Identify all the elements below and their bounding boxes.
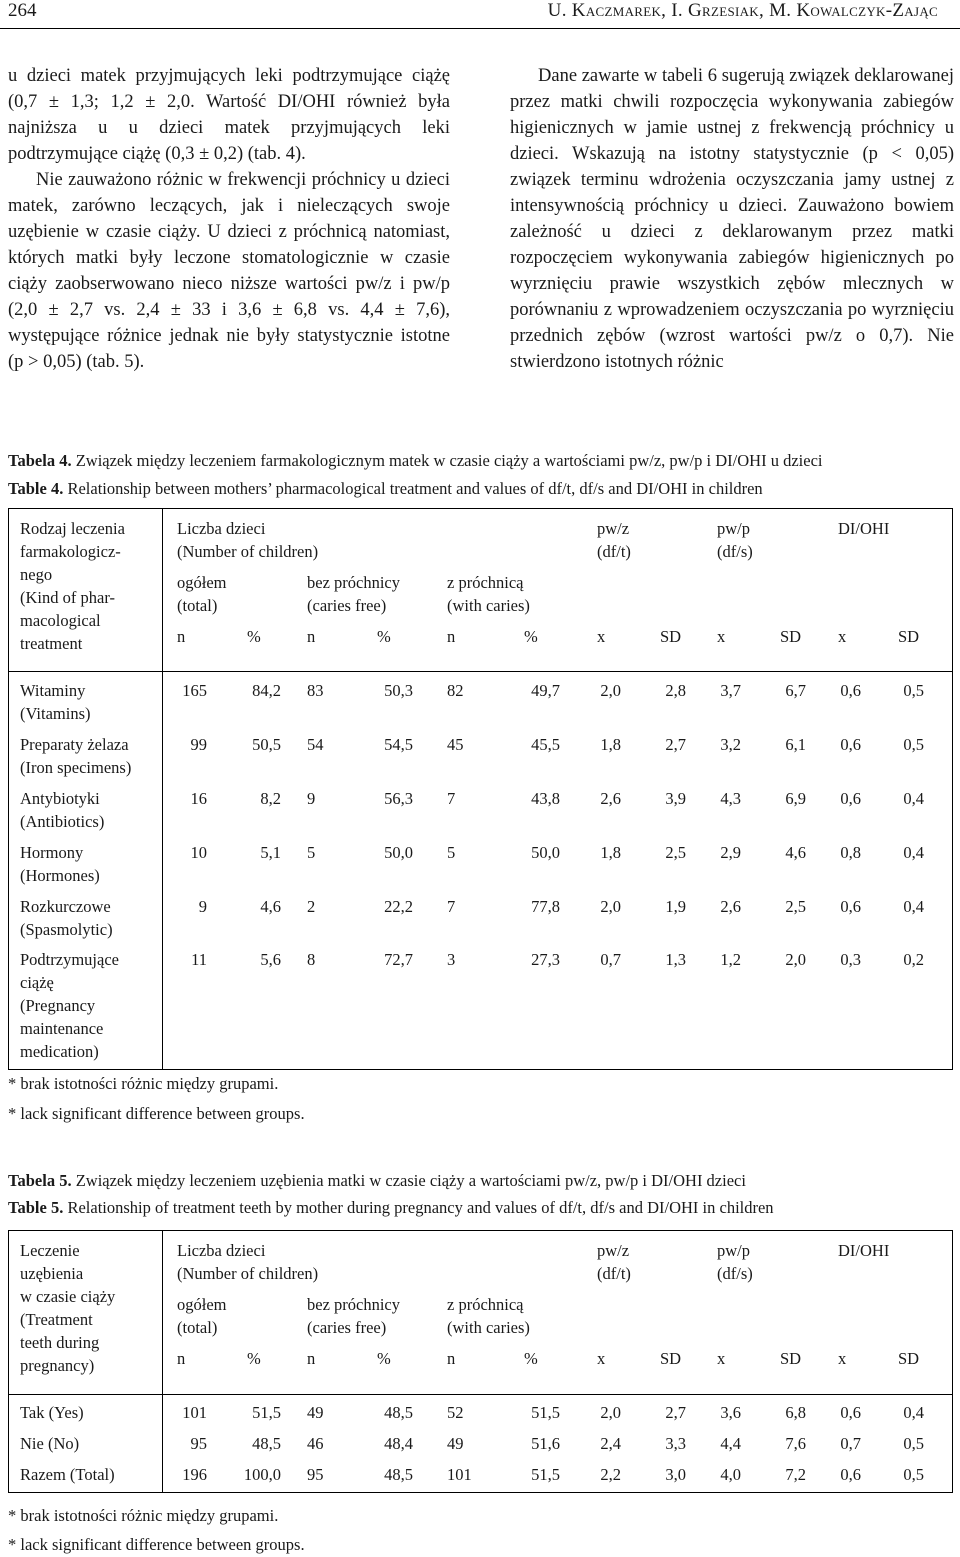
total-header-en: (total) (177, 1318, 218, 1337)
left-column (8, 63, 450, 375)
table-cell: 48,5 (384, 1465, 413, 1484)
table-cell: 2,0 (600, 897, 621, 916)
with-caries-header: z próchnicą (447, 1295, 524, 1314)
table-cell: 2,6 (720, 897, 741, 916)
table-cell: 77,8 (531, 897, 560, 916)
row-label: (Antibiotics) (20, 812, 105, 831)
table-cell: 5 (447, 843, 456, 862)
table-cell: 4,0 (720, 1465, 741, 1484)
table-cell: 95 (307, 1465, 324, 1484)
dfs-header: (df/s) (717, 1264, 753, 1283)
subheader-cell: % (524, 627, 538, 646)
table-cell: 3,2 (720, 735, 741, 754)
subheader-cell: x (597, 627, 606, 646)
table-cell: 0,6 (840, 1465, 861, 1484)
table-cell: 0,6 (840, 681, 861, 700)
table5-title-en: Relationship of treatment teeth by mother during pregnancy and values of df/t, df/s and DI/OHI in children (63, 1198, 774, 1217)
row-label: Hormony (20, 843, 84, 862)
table5-label-pl: Tabela 5. (8, 1171, 72, 1190)
table-cell: 5 (307, 843, 316, 862)
table-cell: 84,2 (252, 681, 281, 700)
subheader-cell: x (838, 627, 847, 646)
table5-footnote-pl: * brak istotności różnic między grupami. (8, 1506, 279, 1525)
table-cell: 4,3 (720, 789, 741, 808)
table-cell: 2,6 (600, 789, 621, 808)
row-label: Rozkurczowe (20, 897, 111, 916)
paragraph: Nie zauważono różnic w frekwencji próchnicy u dzieci matek, zarówno leczących, jak i nieleczących swoje uzębienie w czasie ciąży. U dzieci z próchnicą natomiast, których matki były leczone stomatologicznie w czasie ciąży zaobserwowano nieco niższe wartości pw/z i pw/p (2,0 ± 2,7 vs. 2,4 ± 33 i 3,6 ± 6,8 vs. 4,4 ± 7,6), występujące różnice jednak nie były statystycznie istotne (p > 0,05) (tab. 5). (8, 170, 450, 372)
table-cell: 50,0 (531, 843, 560, 862)
table-cell: 8 (307, 950, 316, 969)
dft-header: (df/t) (597, 542, 631, 561)
table-cell: 82 (447, 681, 464, 700)
subheader-cell: x (838, 1349, 847, 1368)
table-cell: 0,3 (840, 950, 861, 969)
table-cell: 2,7 (665, 1403, 686, 1422)
table-cell: 1,3 (665, 950, 686, 969)
row-header-label: w czasie ciąży (20, 1287, 116, 1306)
right-column (510, 63, 954, 375)
row-header-label: uzębienia (20, 1264, 84, 1283)
table4-label-en: Table 4. (8, 479, 64, 498)
total-header: ogółem (177, 573, 227, 592)
table-cell: 3,3 (665, 1434, 686, 1453)
table-cell: 2,9 (720, 843, 741, 862)
table-cell: 48,5 (384, 1403, 413, 1422)
table4 (8, 508, 953, 1070)
table-cell: 1,8 (600, 735, 621, 754)
table-cell: 2,0 (785, 950, 806, 969)
table-cell: 22,2 (384, 897, 413, 916)
subheader-cell: n (447, 627, 456, 646)
table-cell: 52 (447, 1403, 464, 1422)
subheader-cell: % (247, 627, 261, 646)
subheader-cell: n (177, 627, 186, 646)
subheader-cell: SD (898, 627, 920, 646)
table-cell: 2,4 (600, 1434, 621, 1453)
paragraph: Dane zawarte w tabeli 6 sugerują związek deklarowanej przez matki chwili rozpoczęcia wykonywania zabiegów higienicznych w jamie ustnej z frekwencją próchnicy u dzieci. Wskazują na istotny statystycznie (p < 0,05) związek terminu wdrożenia oczyszczania jamy ustnej z intensywnością próchnicy u dzieci. Zauważono bowiem zależność u dzieci z deklarowanym przez matki rozpoczęciem wykonywania zabiegów higienicznych po wyrznięciu prawie wszystkich zębów mlecznych w porównaniu z wprowadzeniem oczyszczania po wyrznięciu przednich zębów (wzrost wartości pw/z o 0,7). Nie stwierdzono istotnych różnic (510, 66, 954, 372)
table-cell: 9 (307, 789, 316, 808)
pwz-header: pw/z (597, 519, 630, 538)
table-cell: 8,2 (260, 789, 281, 808)
table5-footnote-en: * lack significant difference between groups. (8, 1535, 305, 1554)
row-header-label: nego (20, 565, 53, 584)
table-cell: 0,2 (903, 950, 924, 969)
table-cell: 0,6 (840, 789, 861, 808)
pwp-header: pw/p (717, 1241, 750, 1260)
subheader-cell: SD (780, 627, 802, 646)
table-cell: 49 (447, 1434, 464, 1453)
table-cell: 100,0 (243, 1465, 281, 1484)
table-cell: 46 (307, 1434, 324, 1453)
with-caries-header-en: (with caries) (447, 1318, 530, 1337)
table-cell: 4,6 (260, 897, 281, 916)
children-count-header: Liczba dzieci (177, 519, 266, 538)
caries-free-header-en: (caries free) (307, 596, 387, 615)
total-header: ogółem (177, 1295, 227, 1314)
caries-free-header-en: (caries free) (307, 1318, 387, 1337)
row-header-label: macological (20, 611, 101, 630)
subheader-cell: SD (780, 1349, 802, 1368)
table-cell: 6,7 (785, 681, 806, 700)
row-label: (Hormones) (20, 866, 100, 885)
row-label: Antybiotyki (20, 789, 100, 808)
row-label: Podtrzymujące (20, 950, 119, 969)
dfs-header: (df/s) (717, 542, 753, 561)
table-cell: 2,5 (785, 897, 806, 916)
table-cell: 5,6 (260, 950, 281, 969)
table4-label-pl: Tabela 4. (8, 451, 72, 470)
table-cell: 56,3 (384, 789, 413, 808)
table-cell: 51,5 (531, 1465, 560, 1484)
row-label: Preparaty żelaza (20, 735, 129, 754)
table-cell: 9 (198, 897, 207, 916)
table-cell: 51,6 (531, 1434, 560, 1453)
table-cell: 0,4 (903, 1403, 924, 1422)
table-cell: 49 (307, 1403, 324, 1422)
subheader-cell: % (524, 1349, 538, 1368)
row-label: (Iron specimens) (20, 758, 132, 777)
row-label: maintenance (20, 1019, 104, 1038)
row-label: Witaminy (20, 681, 86, 700)
subheader-cell: n (177, 1349, 186, 1368)
table5-label-en: Table 5. (8, 1198, 64, 1217)
row-label: (Pregnancy (20, 996, 96, 1015)
table-cell: 99 (190, 735, 207, 754)
header-divider (9, 1394, 952, 1395)
table-cell: 0,5 (903, 681, 924, 700)
table-cell: 7 (447, 897, 456, 916)
table-cell: 4,6 (785, 843, 806, 862)
table-cell: 2,8 (665, 681, 686, 700)
table-cell: 2,2 (600, 1465, 621, 1484)
table-cell: 10 (190, 843, 207, 862)
table-cell: 0,7 (840, 1434, 861, 1453)
table-cell: 0,6 (840, 897, 861, 916)
table-cell: 3,9 (665, 789, 686, 808)
table-cell: 72,7 (384, 950, 413, 969)
pwz-header: pw/z (597, 1241, 630, 1260)
table-cell: 0,5 (903, 735, 924, 754)
subheader-cell: % (247, 1349, 261, 1368)
table-cell: 95 (190, 1434, 207, 1453)
table-cell: 50,0 (384, 843, 413, 862)
table-cell: 1,8 (600, 843, 621, 862)
table-cell: 27,3 (531, 950, 560, 969)
table-cell: 0,5 (903, 1465, 924, 1484)
table-cell: 45,5 (531, 735, 560, 754)
subheader-cell: % (377, 627, 391, 646)
row-header-label: treatment (20, 634, 83, 653)
table-cell: 11 (191, 950, 207, 969)
row-header-label: (Kind of phar- (20, 588, 115, 607)
subheader-cell: n (307, 1349, 316, 1368)
with-caries-header: z próchnicą (447, 573, 524, 592)
table-cell: 6,9 (785, 789, 806, 808)
table-cell: 165 (182, 681, 207, 700)
table-cell: 43,8 (531, 789, 560, 808)
table-cell: 2,0 (600, 1403, 621, 1422)
running-authors: U. Kaczmarek, I. Grzesiak, M. Kowalczyk-Zając (547, 0, 938, 21)
with-caries-header-en: (with caries) (447, 596, 530, 615)
table-cell: 1,2 (720, 950, 741, 969)
table-cell: 0,6 (840, 1403, 861, 1422)
table-cell: 0,7 (600, 950, 621, 969)
row-header-label: Rodzaj leczenia (20, 519, 125, 538)
pwp-header: pw/p (717, 519, 750, 538)
table5 (8, 1230, 953, 1493)
table-cell: 3,6 (720, 1403, 741, 1422)
table-cell: 101 (447, 1465, 472, 1484)
table-cell: 0,6 (840, 735, 861, 754)
table-cell: 83 (307, 681, 324, 700)
total-header-en: (total) (177, 596, 218, 615)
subheader-cell: x (717, 627, 726, 646)
table5-title-pl: Związek między leczeniem uzębienia matki w czasie ciąży a wartościami pw/z, pw/p i DI/OHI dzieci (71, 1171, 746, 1190)
table-cell: 2,5 (665, 843, 686, 862)
subheader-cell: x (717, 1349, 726, 1368)
page-number: 264 (8, 0, 37, 21)
table-cell: 7,6 (785, 1434, 806, 1453)
table-cell: 3,0 (665, 1465, 686, 1484)
table-cell: 0,5 (903, 1434, 924, 1453)
table-cell: 4,4 (720, 1434, 741, 1453)
table-cell: 51,5 (531, 1403, 560, 1422)
table4-caption-pl (8, 449, 822, 473)
table-cell: 2,0 (600, 681, 621, 700)
children-count-header: Liczba dzieci (177, 1241, 266, 1260)
table-cell: 50,5 (252, 735, 281, 754)
subheader-cell: % (377, 1349, 391, 1368)
row-header-label: pregnancy) (20, 1356, 95, 1375)
diohi-header: DI/OHI (838, 519, 890, 538)
table-cell: 0,4 (903, 789, 924, 808)
dft-header: (df/t) (597, 1264, 631, 1283)
caries-free-header: bez próchnicy (307, 573, 400, 592)
row-header-label: farmakologicz- (20, 542, 121, 561)
table-cell: 0,8 (840, 843, 861, 862)
table-cell: 51,5 (252, 1403, 281, 1422)
table-cell: 3 (447, 950, 456, 969)
table-cell: 2 (307, 897, 316, 916)
table-cell: 1,9 (665, 897, 686, 916)
table4-title-en: Relationship between mothers’ pharmacological treatment and values of df/t, df/s and DI/OHI in children (63, 479, 763, 498)
table4-caption-en (8, 477, 763, 501)
table-cell: 7,2 (785, 1465, 806, 1484)
table-cell: 7 (447, 789, 456, 808)
row-label: (Vitamins) (20, 704, 91, 723)
children-count-header-en: (Number of children) (177, 542, 319, 561)
row-label: Nie (No) (20, 1434, 80, 1453)
row-label: Tak (Yes) (20, 1403, 84, 1422)
table-cell: 5,1 (260, 843, 281, 862)
table-cell: 3,7 (720, 681, 741, 700)
table-cell: 54,5 (384, 735, 413, 754)
table-cell: 49,7 (531, 681, 560, 700)
table-cell: 101 (182, 1403, 207, 1422)
header-rule (0, 28, 960, 29)
row-header-label: (Treatment (20, 1310, 93, 1329)
row-label: (Spasmolytic) (20, 920, 113, 939)
subheader-cell: SD (898, 1349, 920, 1368)
subheader-cell: n (307, 627, 316, 646)
table-cell: 48,4 (384, 1434, 413, 1453)
table-cell: 0,4 (903, 843, 924, 862)
subheader-cell: x (597, 1349, 606, 1368)
table5-caption-pl (8, 1169, 746, 1193)
table4-footnote-en: * lack significant difference between groups. (8, 1104, 305, 1123)
row-header-label: teeth during (20, 1333, 100, 1352)
subheader-cell: SD (660, 1349, 682, 1368)
subheader-cell: n (447, 1349, 456, 1368)
table-cell: 16 (190, 789, 207, 808)
table-cell: 6,1 (785, 735, 806, 754)
caries-free-header: bez próchnicy (307, 1295, 400, 1314)
row-header-label: Leczenie (20, 1241, 80, 1260)
table-cell: 196 (182, 1465, 207, 1484)
row-label: Razem (Total) (20, 1465, 115, 1484)
table-cell: 45 (447, 735, 464, 754)
table-cell: 0,4 (903, 897, 924, 916)
running-header (8, 0, 938, 22)
paragraph: u dzieci matek przyjmujących leki podtrzymujące ciążę (0,7 ± 1,3; 1,2 ± 2,0. Wartość DI/OHI również była najniższa u u dzieci matek przyjmujących leki podtrzymujące ciążę (0,3 ± 0,2) (tab. 4). (8, 66, 450, 164)
header-divider (9, 671, 952, 672)
table-cell: 48,5 (252, 1434, 281, 1453)
children-count-header-en: (Number of children) (177, 1264, 319, 1283)
table5-caption-en (8, 1196, 774, 1220)
table-cell: 6,8 (785, 1403, 806, 1422)
diohi-header: DI/OHI (838, 1241, 890, 1260)
table4-footnote-pl: * brak istotności różnic między grupami. (8, 1074, 279, 1093)
table-cell: 50,3 (384, 681, 413, 700)
table-cell: 54 (307, 735, 324, 754)
table-cell: 2,7 (665, 735, 686, 754)
table4-title-pl: Związek między leczeniem farmakologicznym matek w czasie ciąży a wartościami pw/z, pw/p i DI/OHI u dzieci (71, 451, 823, 470)
row-label: ciążę (20, 973, 54, 992)
row-label: medication) (20, 1042, 99, 1061)
subheader-cell: SD (660, 627, 682, 646)
